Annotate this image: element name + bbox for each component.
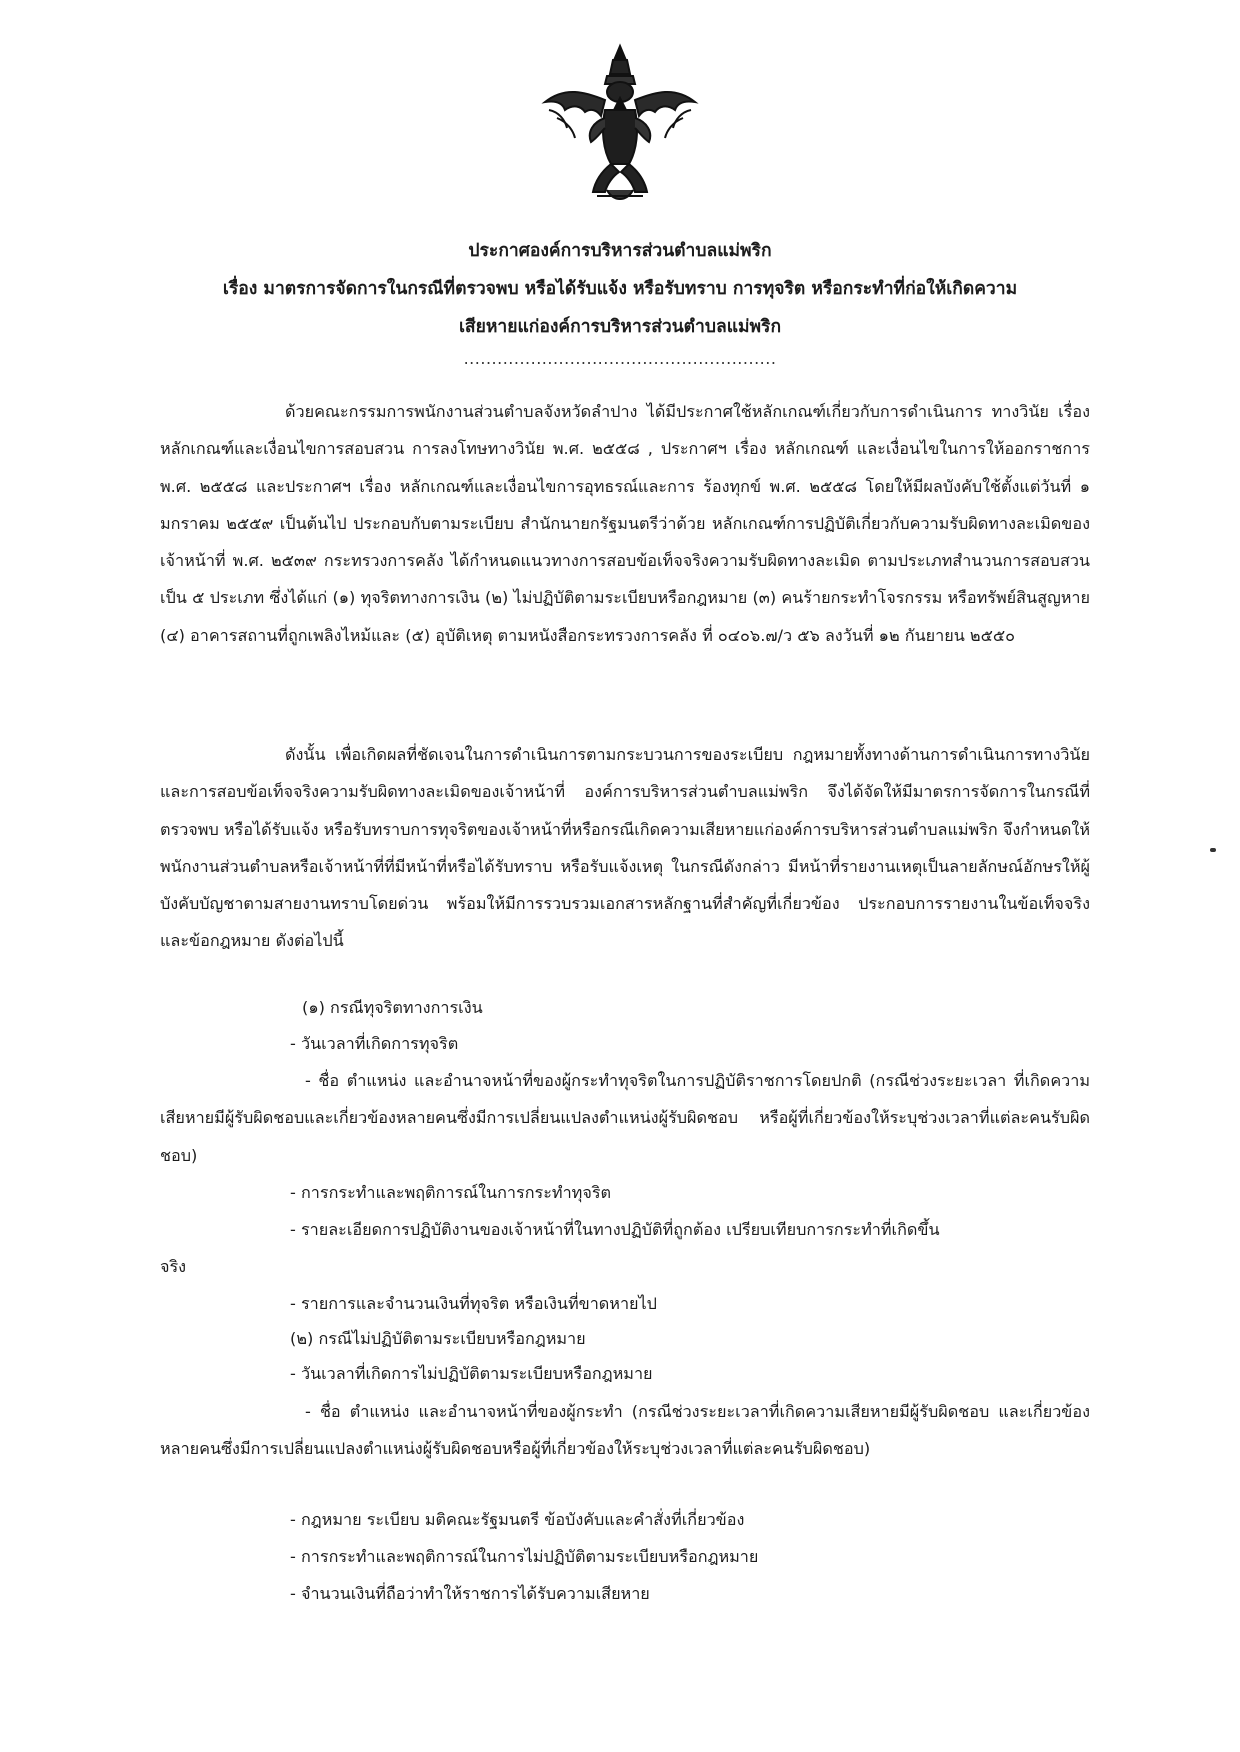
body-paragraph-2 (160, 736, 1090, 960)
paragraph-2-text: ดังนั้น เพื่อเกิดผลที่ชัดเจนในการดำเนินการตามกระบวนการของระเบียบ กฎหมายทั้งทางด้านการดำเนินการทางวินัยและการสอบข้อเท็จจริงความรับผิดทางละเมิดของเจ้าหน้าที่ องค์การบริหารส่วนตำบลแม่พริก จึงได้จัดให้มีมาตรการจัดการในกรณีที่ตรวจพบ หรือได้รับแจ้ง หรือรับทราบการทุจริตของเจ้าหน้าที่หรือกรณีเกิดความเสียหายแก่องค์การบริหารส่วนตำบลแม่พริก จึงกำหนดให้พนักงานส่วนตำบลหรือเจ้าหน้าที่ที่มีหน้าที่หรือได้รับทราบ หรือรับแจ้งเหตุ ในกรณีดังกล่าว มีหน้าที่รายงานเหตุเป็นลายลักษณ์อักษรให้ผู้บังคับบัญชาตามสายงานทราบโดยด่วน พร้อมให้มีการรวบรวมเอกสารหลักฐานที่สำคัญที่เกี่ยวข้อง ประกอบการรายงานในข้อเท็จจริงและข้อกฎหมาย ดังต่อไปนี้ (160, 745, 1090, 951)
paragraph-1-text: ด้วยคณะกรรมการพนักงานส่วนตำบลจังหวัดลำปาง ได้มีประกาศใช้หลักเกณฑ์เกี่ยวกับการดำเนินการ ทางวินัย เรื่อง หลักเกณฑ์และเงื่อนไขการสอบสวน การลงโทษทางวินัย พ.ศ. ๒๕๕๘ , ประกาศฯ เรื่อง หลักเกณฑ์ และเงื่อนไขในการให้ออกราชการ พ.ศ. ๒๕๕๘ และประกาศฯ เรื่อง หลักเกณฑ์และเงื่อนไขการอุทธรณ์และการ ร้องทุกข์ พ.ศ. ๒๕๕๘ โดยให้มีผลบังคับใช้ตั้งแต่วันที่ ๑ มกราคม ๒๕๕๙ เป็นต้นไป ประกอบกับตามระเบียบ สำนักนายกรัฐมนตรีว่าด้วย หลักเกณฑ์การปฏิบัติเกี่ยวกับความรับผิดทางละเมิดของเจ้าหน้าที่ พ.ศ. ๒๕๓๙ กระทรวงการคลัง ได้กำหนดแนวทางการสอบข้อเท็จจริงความรับผิดทางละเมิด ตามประเภทสำนวนการสอบสวน เป็น ๕ ประเภท ซึ่งได้แก่ (๑) ทุจริตทางการเงิน (๒) ไม่ปฏิบัติตามระเบียบหรือกฎหมาย (๓) คนร้ายกระทำโจรกรรม หรือทรัพย์สินสูญหาย (๔) อาคารสถานที่ถูกเพลิงไหม้และ (๕) อุบัติเหตุ ตามหนังสือกระทรวงการคลัง ที่ ๐๔๐๖.๗/ว ๕๖ ลงวันที่ ๑๒ กันยายน ๒๕๕๐ (160, 402, 1090, 645)
garuda-emblem-icon (535, 40, 705, 210)
case-2-item: - จำนวนเงินที่ถือว่าทำให้ราชการได้รับความเสียหาย (290, 1584, 650, 1603)
body-paragraph-1 (160, 393, 1090, 654)
scan-speck (1210, 848, 1216, 852)
announcement-subject-line-1: เรื่อง มาตรการจัดการในกรณีที่ตรวจพบ หรือได้รับแจ้ง หรือรับทราบ การทุจริต หรือกระทำที่ก่อให้เกิดความ (222, 279, 1018, 299)
case-2-item-text: - ชื่อ ตำแหน่ง และอำนาจหน้าที่ของผู้กระทำ (กรณีช่วงระยะเวลาที่เกิดความเสียหายมีผู้รับผิดชอบ และเกี่ยวข้องหลายคนซึ่งมีการเปลี่ยนแปลงตำแหน่งผู้รับผิดชอบหรือผู้ที่เกี่ยวข้องให้ระบุช่วงเวลาที่แต่ละคนรับผิดชอบ) (160, 1402, 1090, 1459)
case-1-heading: (๑) กรณีทุจริตทางการเงิน (302, 998, 483, 1017)
case-2-heading: (๒) กรณีไม่ปฏิบัติตามระเบียบหรือกฎหมาย (290, 1329, 586, 1348)
announcement-title: ประกาศองค์การบริหารส่วนตำบลแม่พริก (468, 241, 772, 261)
case-1-item (160, 1062, 1090, 1174)
case-1-item: - วันเวลาที่เกิดการทุจริต (290, 1034, 459, 1053)
case-1-item-continuation: จริง (160, 1257, 187, 1276)
case-1-item: - การกระทำและพฤติการณ์ในการกระทำทุจริต (290, 1183, 612, 1202)
announcement-subject-line-2: เสียหายแก่องค์การบริหารส่วนตำบลแม่พริก (458, 317, 782, 337)
case-1-item: - รายละเอียดการปฏิบัติงานของเจ้าหน้าที่ในทางปฏิบัติที่ถูกต้อง เปรียบเทียบการกระทำที่เกิดขึ้น (290, 1220, 940, 1239)
case-1-item: - รายการและจำนวนเงินที่ทุจริต หรือเงินที่ขาดหายไป (290, 1294, 657, 1313)
case-2-item: - กฎหมาย ระเบียบ มติคณะรัฐมนตรี ข้อบังคับและคำสั่งที่เกี่ยวข้อง (290, 1510, 745, 1529)
case-1-item-text: - ชื่อ ตำแหน่ง และอำนาจหน้าที่ของผู้กระทำทุจริตในการปฏิบัติราชการโดยปกติ (กรณีช่วงระยะเวลา ที่เกิดความเสียหายมีผู้รับผิดชอบและเกี่ยวข้องหลายคนซึ่งมีการเปลี่ยนแปลงตำแหน่งผู้รับผิดชอบ หรือผู้ที่เกี่ยวข้องให้ระบุช่วงเวลาที่แต่ละคนรับผิดชอบ) (160, 1071, 1090, 1165)
document-title-block (120, 232, 1120, 376)
title-separator: ........................................................ (463, 349, 777, 368)
case-2-item: - วันเวลาที่เกิดการไม่ปฏิบัติตามระเบียบหรือกฎหมาย (290, 1364, 653, 1383)
case-2-item (160, 1393, 1090, 1468)
case-2-item: - การกระทำและพฤติการณ์ในการไม่ปฏิบัติตามระเบียบหรือกฎหมาย (290, 1547, 759, 1566)
